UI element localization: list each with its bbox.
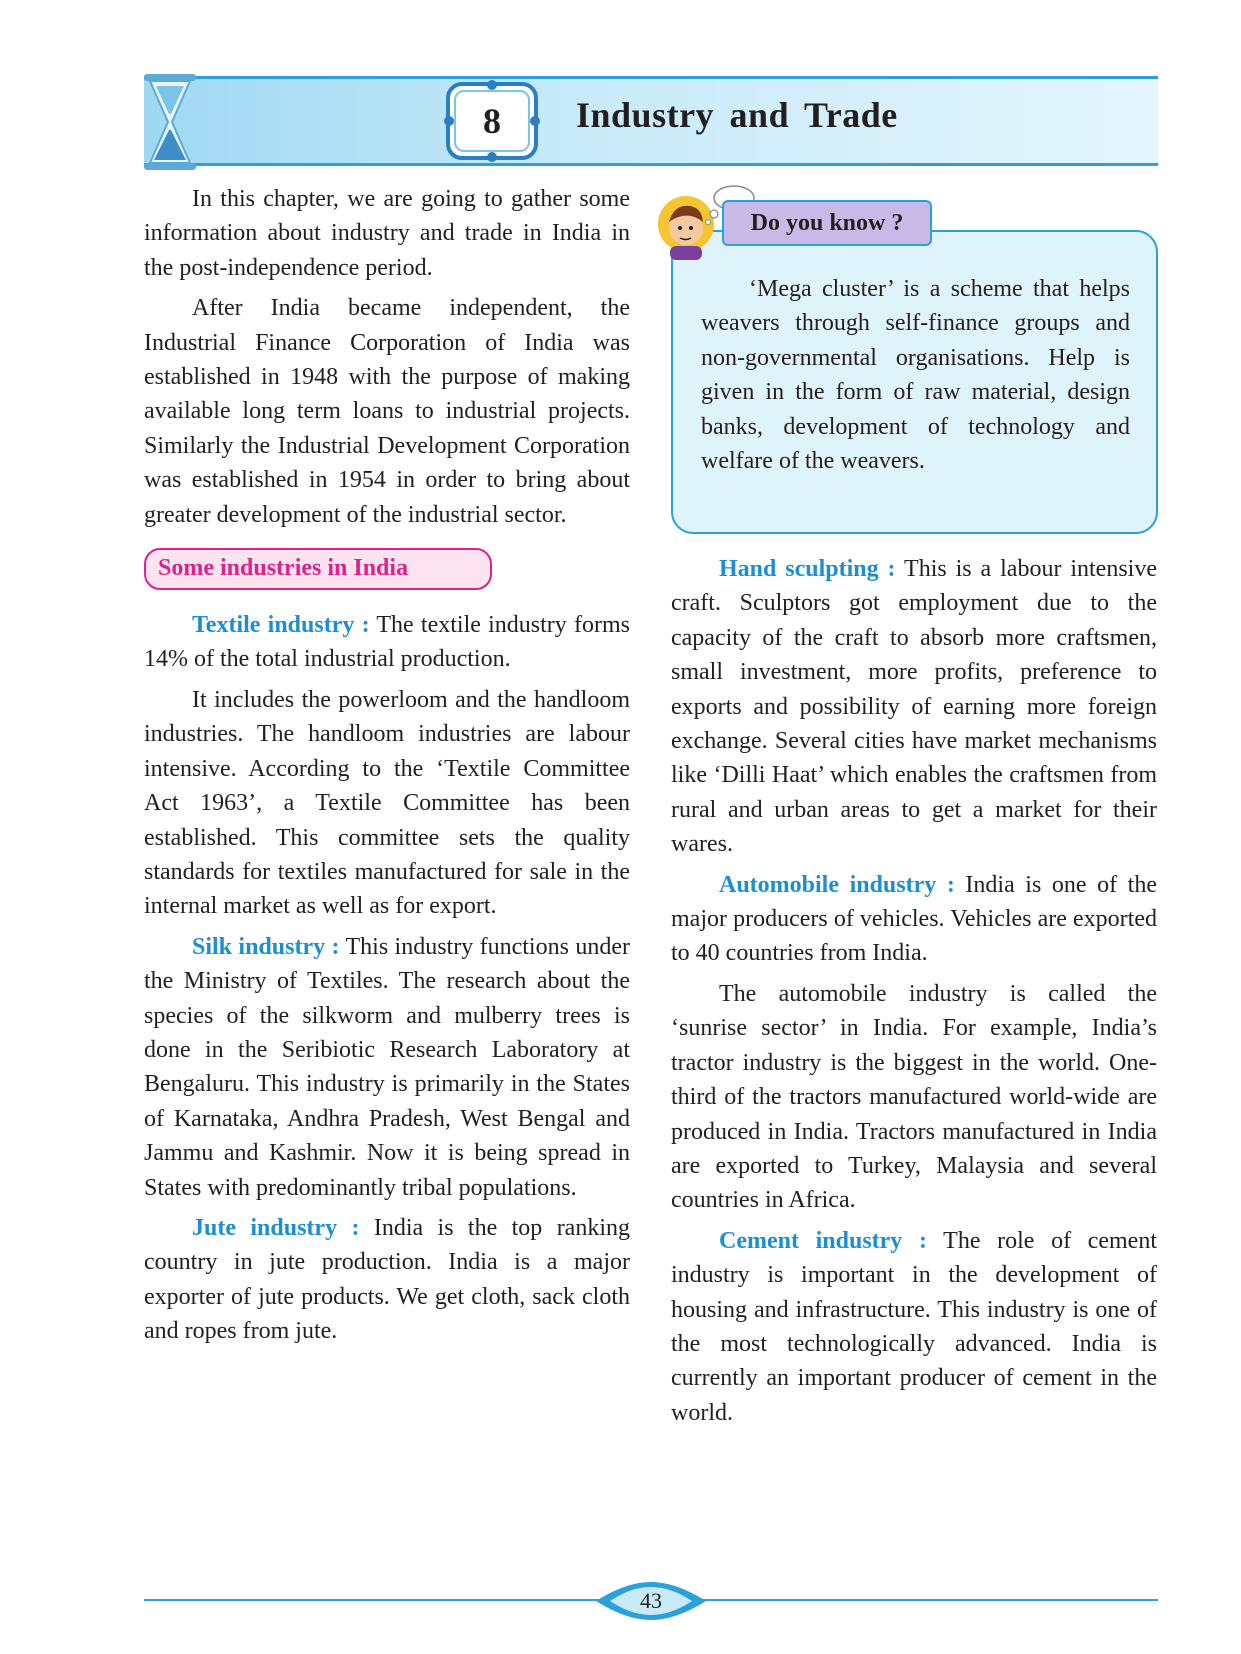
section-heading: Some industries in India bbox=[144, 548, 492, 590]
textile-heading: Textile industry : bbox=[192, 612, 370, 639]
cement-text: The role of cement industry is important in the development of housing and infrastructure. This industry is one of the most technologically advanced. India is currently an important producer of cement in the world. bbox=[671, 1227, 1157, 1426]
right-column bbox=[671, 552, 1157, 1436]
left-column bbox=[144, 182, 630, 1355]
silk-heading: Silk industry : bbox=[192, 933, 340, 960]
silk-text: This industry functions under the Ministry of Textiles. The research about the species of the silkworm and mulberry trees is done in the Seribiotic Research Laboratory at Bengaluru. This industry is primarily in the States of Karnataka, Andhra Pradesh, West Bengal and Jammu and Kashmir. Now it is being spread in States with predominantly tribal populations. bbox=[144, 933, 630, 1201]
chapter-title: Industry and Trade bbox=[576, 95, 898, 135]
jute-paragraph bbox=[144, 1211, 630, 1349]
automobile-paragraph-2: The automobile industry is called the ‘sunrise sector’ in India. For example, India’s tractor industry is the biggest in the world. One-third of the tractors manufactured world-wide are produced in India. Tractors manufactured in India are exported to Turkey, Malaysia and several countries in Africa. bbox=[671, 980, 1157, 1214]
do-you-know-label: Do you know ? bbox=[722, 200, 932, 246]
intro-paragraph-2: After India became independent, the Industrial Finance Corporation of India was established in 1948 with the purpose of making available long term loans to industrial projects. Similarly the Industrial Development Corporation was established in 1954 in order to bring about greater development of the industrial sector. bbox=[144, 295, 630, 528]
silk-paragraph bbox=[144, 930, 630, 1205]
hand-sculpting-heading: Hand sculpting : bbox=[719, 556, 896, 582]
automobile-paragraph bbox=[671, 868, 1157, 971]
hand-sculpting-paragraph bbox=[671, 552, 1157, 862]
hourglass-icon bbox=[140, 72, 200, 172]
hand-sculpting-text: This is a labour intensive craft. Sculptors got employment due to the capacity of the craft to absorb more craftsmen, small investment, more profits, preference to exports and possibility of earning more foreign exchange. Several cities have market mechanisms like ‘Dilli Haat’ which enables the craftsmen from rural and urban areas to get a market for their wares. bbox=[671, 556, 1157, 858]
cement-heading: Cement industry : bbox=[719, 1227, 927, 1254]
page-number: 43 bbox=[640, 1588, 662, 1613]
do-you-know-box bbox=[671, 230, 1158, 534]
textile-paragraph-2: It includes the powerloom and the handloom industries. The handloom industries are labour intensive. According to the ‘Textile Committee Act 1963’, a Textile Committee has been established. This committee sets the quality standards for textiles manufactured for sale in the internal market as well as for export. bbox=[144, 686, 630, 920]
jute-text: India is the top ranking country in jute production. India is a major exporter of jute products. We get cloth, sack cloth and ropes from jute. bbox=[144, 1214, 631, 1345]
do-you-know-text: ‘Mega cluster’ is a scheme that helps weavers through self-finance groups and non-governmental organisations. Help is given in the form of raw material, design banks, development of technology and welfare of the weavers. bbox=[701, 276, 1130, 475]
chapter-number: 8 bbox=[483, 101, 501, 141]
cement-paragraph bbox=[671, 1224, 1157, 1430]
automobile-text: India is one of the major producers of vehicles. Vehicles are exported to 40 countries from India. bbox=[671, 871, 1158, 967]
intro-paragraph-1: In this chapter, we are going to gather some information about industry and trade in India in the post-independence period. bbox=[144, 186, 630, 281]
textile-paragraph bbox=[144, 608, 630, 677]
textile-text: The textile industry forms 14% of the total industrial production. bbox=[144, 612, 630, 673]
jute-heading: Jute industry : bbox=[192, 1214, 360, 1241]
automobile-heading: Automobile industry : bbox=[719, 871, 955, 898]
